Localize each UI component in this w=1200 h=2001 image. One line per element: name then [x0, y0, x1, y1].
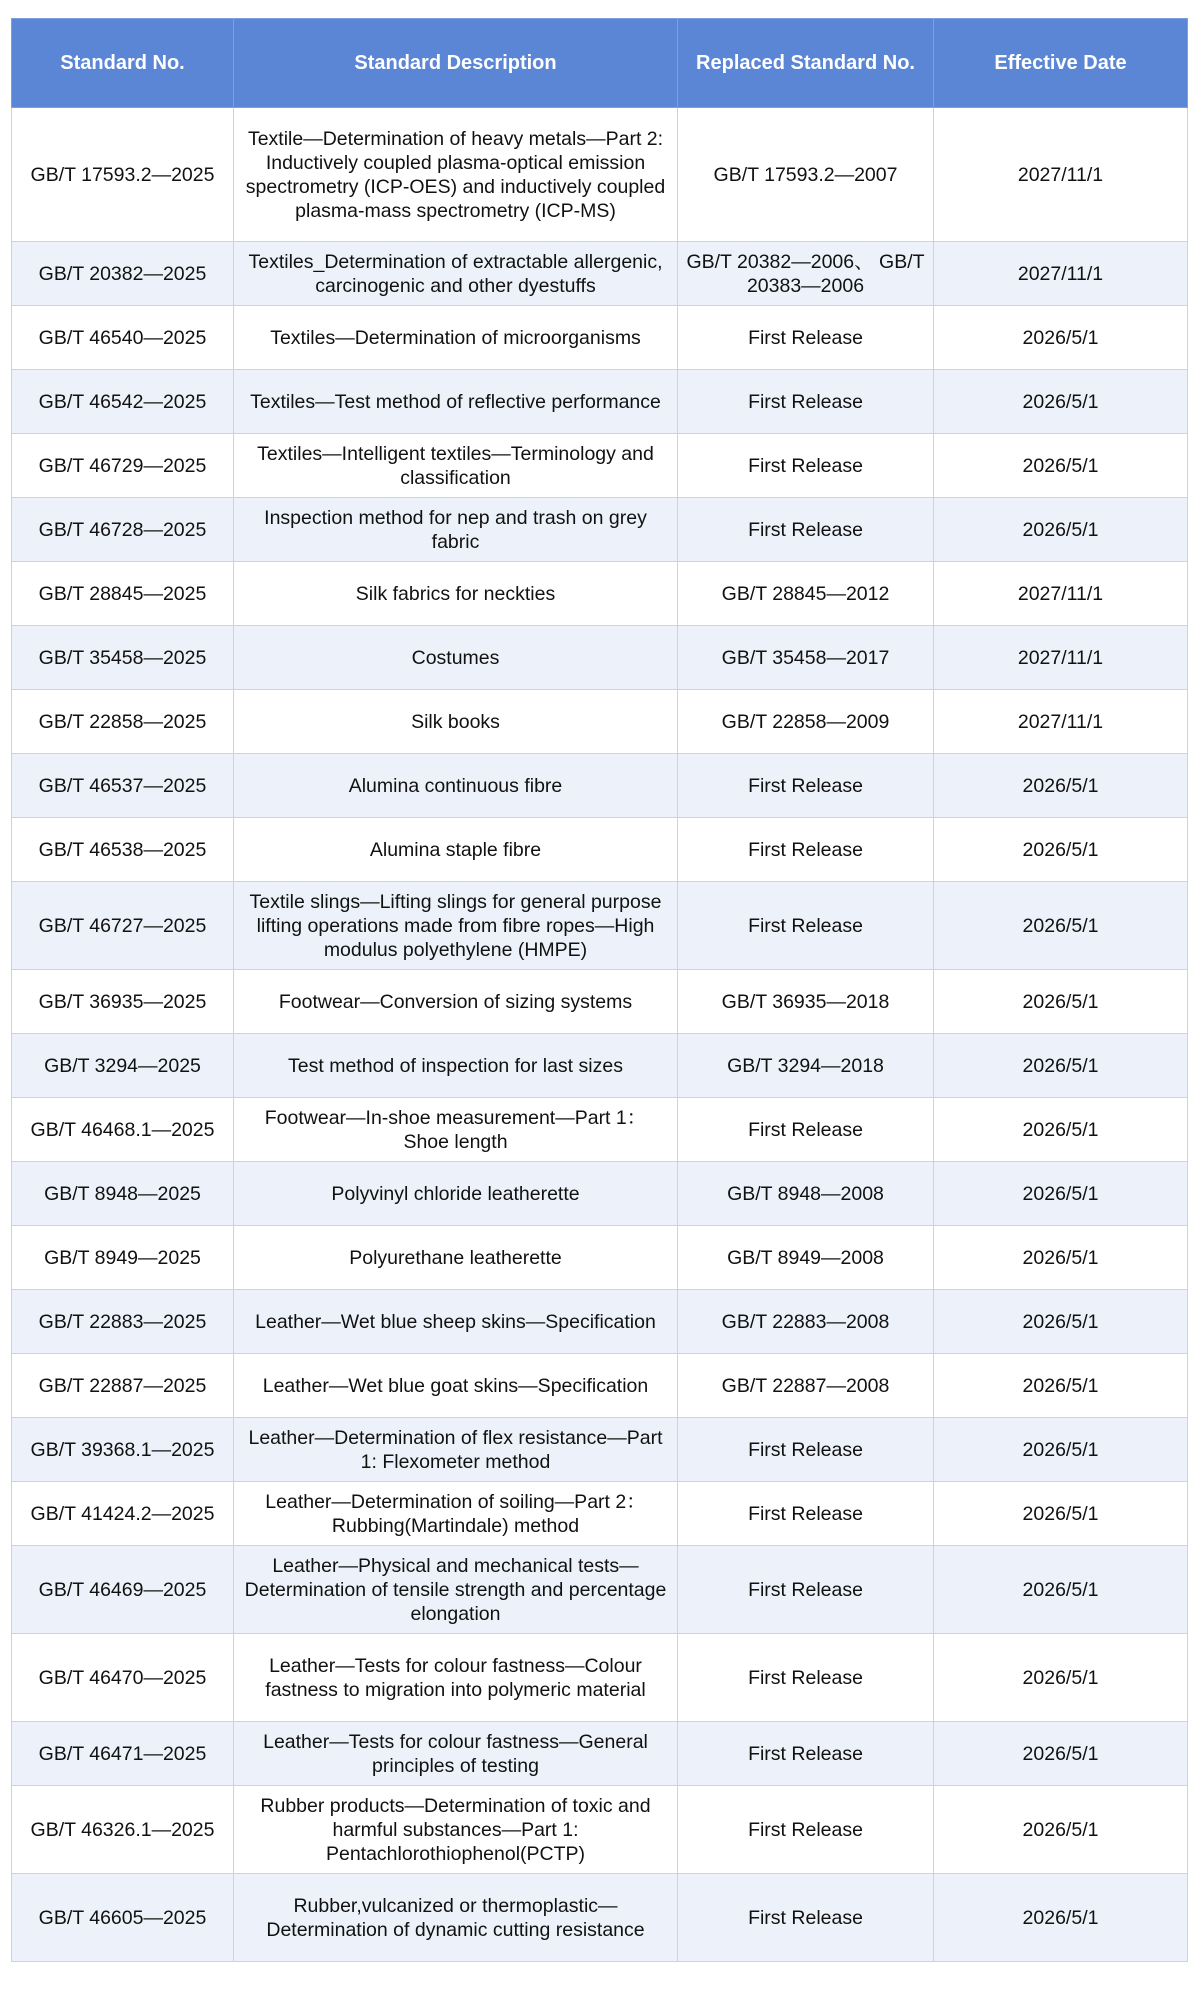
- cell-standard-no: GB/T 20382—2025: [12, 242, 234, 306]
- table-row: [12, 1290, 1188, 1354]
- header-replaced: Replaced Standard No.: [678, 19, 934, 108]
- cell-effective-date: 2026/5/1: [934, 306, 1188, 370]
- cell-effective-date: 2026/5/1: [934, 1482, 1188, 1546]
- table-row: [12, 306, 1188, 370]
- cell-standard-no: GB/T 46728—2025: [12, 498, 234, 562]
- cell-effective-date: 2026/5/1: [934, 1290, 1188, 1354]
- table-row: [12, 1722, 1188, 1786]
- cell-effective-date: 2026/5/1: [934, 1634, 1188, 1722]
- table-header: [12, 19, 1188, 108]
- header-row: [12, 19, 1188, 108]
- cell-replaced: GB/T 36935—2018: [678, 970, 934, 1034]
- cell-description: Leather—Tests for colour fastness—General principles of testing: [234, 1722, 678, 1786]
- header-effective-date: Effective Date: [934, 19, 1188, 108]
- table-row: [12, 434, 1188, 498]
- cell-standard-no: GB/T 46468.1—2025: [12, 1098, 234, 1162]
- cell-replaced: GB/T 22887—2008: [678, 1354, 934, 1418]
- cell-description: Leather—Determination of flex resistance—Part 1: Flexometer method: [234, 1418, 678, 1482]
- cell-effective-date: 2027/11/1: [934, 562, 1188, 626]
- standards-table: [11, 18, 1188, 1962]
- cell-replaced: First Release: [678, 1418, 934, 1482]
- cell-description: Test method of inspection for last sizes: [234, 1034, 678, 1098]
- cell-description: Textiles_Determination of extractable allergenic, carcinogenic and other dyestuffs: [234, 242, 678, 306]
- cell-effective-date: 2026/5/1: [934, 1034, 1188, 1098]
- table-body: [12, 108, 1188, 1962]
- cell-standard-no: GB/T 8948—2025: [12, 1162, 234, 1226]
- cell-standard-no: GB/T 35458—2025: [12, 626, 234, 690]
- cell-replaced: First Release: [678, 754, 934, 818]
- table-row: [12, 1482, 1188, 1546]
- cell-replaced: First Release: [678, 1482, 934, 1546]
- cell-description: Rubber,vulcanized or thermoplastic—Determination of dynamic cutting resistance: [234, 1874, 678, 1962]
- table-row: [12, 970, 1188, 1034]
- cell-effective-date: 2026/5/1: [934, 370, 1188, 434]
- cell-replaced: GB/T 22858—2009: [678, 690, 934, 754]
- cell-description: Leather—Physical and mechanical tests—Determination of tensile strength and percentage elongation: [234, 1546, 678, 1634]
- cell-standard-no: GB/T 46470—2025: [12, 1634, 234, 1722]
- cell-standard-no: GB/T 46326.1—2025: [12, 1786, 234, 1874]
- table-row: [12, 1098, 1188, 1162]
- cell-description: Footwear—Conversion of sizing systems: [234, 970, 678, 1034]
- table-row: [12, 1546, 1188, 1634]
- cell-effective-date: 2026/5/1: [934, 1418, 1188, 1482]
- cell-replaced: First Release: [678, 1634, 934, 1722]
- cell-description: Textiles—Determination of microorganisms: [234, 306, 678, 370]
- cell-effective-date: 2026/5/1: [934, 1226, 1188, 1290]
- cell-replaced: First Release: [678, 1722, 934, 1786]
- cell-standard-no: GB/T 22883—2025: [12, 1290, 234, 1354]
- header-description: Standard Description: [234, 19, 678, 108]
- cell-standard-no: GB/T 46538—2025: [12, 818, 234, 882]
- cell-standard-no: GB/T 46542—2025: [12, 370, 234, 434]
- cell-description: Textiles—Test method of reflective performance: [234, 370, 678, 434]
- cell-effective-date: 2026/5/1: [934, 1546, 1188, 1634]
- table-row: [12, 1034, 1188, 1098]
- table-row: [12, 562, 1188, 626]
- table-row: [12, 1418, 1188, 1482]
- cell-standard-no: GB/T 36935—2025: [12, 970, 234, 1034]
- table-row: [12, 1874, 1188, 1962]
- cell-description: Textile—Determination of heavy metals—Part 2: Inductively coupled plasma-optical emission spectrometry (ICP-OES) and inductively coupled plasma-mass spectrometry (ICP-MS): [234, 108, 678, 242]
- cell-standard-no: GB/T 46729—2025: [12, 434, 234, 498]
- table-row: [12, 370, 1188, 434]
- table-row: [12, 1162, 1188, 1226]
- cell-standard-no: GB/T 46537—2025: [12, 754, 234, 818]
- cell-effective-date: 2026/5/1: [934, 1722, 1188, 1786]
- cell-standard-no: GB/T 22887—2025: [12, 1354, 234, 1418]
- table-row: [12, 882, 1188, 970]
- cell-standard-no: GB/T 3294—2025: [12, 1034, 234, 1098]
- cell-description: Alumina continuous fibre: [234, 754, 678, 818]
- cell-replaced: First Release: [678, 1874, 934, 1962]
- cell-effective-date: 2026/5/1: [934, 882, 1188, 970]
- cell-replaced: First Release: [678, 1098, 934, 1162]
- cell-effective-date: 2026/5/1: [934, 818, 1188, 882]
- cell-effective-date: 2027/11/1: [934, 108, 1188, 242]
- cell-standard-no: GB/T 46471—2025: [12, 1722, 234, 1786]
- cell-description: Leather—Wet blue sheep skins—Specification: [234, 1290, 678, 1354]
- cell-description: Rubber products—Determination of toxic and harmful substances—Part 1: Pentachlorothiophenol(PCTP): [234, 1786, 678, 1874]
- table-row: [12, 690, 1188, 754]
- cell-description: Alumina staple fibre: [234, 818, 678, 882]
- cell-description: Footwear—In-shoe measurement—Part 1： Shoe length: [234, 1098, 678, 1162]
- cell-effective-date: 2026/5/1: [934, 1162, 1188, 1226]
- cell-replaced: First Release: [678, 306, 934, 370]
- cell-standard-no: GB/T 17593.2—2025: [12, 108, 234, 242]
- cell-effective-date: 2027/11/1: [934, 690, 1188, 754]
- cell-replaced: First Release: [678, 370, 934, 434]
- cell-description: Silk books: [234, 690, 678, 754]
- table-row: [12, 1226, 1188, 1290]
- cell-replaced: First Release: [678, 434, 934, 498]
- cell-replaced: First Release: [678, 1546, 934, 1634]
- standards-table-container: [11, 18, 1187, 1962]
- cell-standard-no: GB/T 28845—2025: [12, 562, 234, 626]
- cell-description: Silk fabrics for neckties: [234, 562, 678, 626]
- cell-replaced: GB/T 8949—2008: [678, 1226, 934, 1290]
- cell-description: Leather—Tests for colour fastness—Colour fastness to migration into polymeric material: [234, 1634, 678, 1722]
- cell-standard-no: GB/T 46469—2025: [12, 1546, 234, 1634]
- cell-effective-date: 2026/5/1: [934, 434, 1188, 498]
- cell-description: Textile slings—Lifting slings for general purpose lifting operations made from fibre ropes—High modulus polyethylene (HMPE): [234, 882, 678, 970]
- cell-effective-date: 2026/5/1: [934, 1098, 1188, 1162]
- cell-standard-no: GB/T 8949—2025: [12, 1226, 234, 1290]
- cell-standard-no: GB/T 46605—2025: [12, 1874, 234, 1962]
- cell-replaced: First Release: [678, 498, 934, 562]
- cell-replaced: First Release: [678, 1786, 934, 1874]
- cell-effective-date: 2026/5/1: [934, 970, 1188, 1034]
- table-row: [12, 498, 1188, 562]
- cell-description: Polyvinyl chloride leatherette: [234, 1162, 678, 1226]
- cell-standard-no: GB/T 39368.1—2025: [12, 1418, 234, 1482]
- cell-effective-date: 2027/11/1: [934, 626, 1188, 690]
- cell-replaced: GB/T 8948—2008: [678, 1162, 934, 1226]
- cell-replaced: GB/T 17593.2—2007: [678, 108, 934, 242]
- cell-effective-date: 2026/5/1: [934, 1786, 1188, 1874]
- cell-standard-no: GB/T 22858—2025: [12, 690, 234, 754]
- cell-replaced: GB/T 20382—2006、 GB/T 20383—2006: [678, 242, 934, 306]
- cell-effective-date: 2026/5/1: [934, 754, 1188, 818]
- cell-replaced: GB/T 22883—2008: [678, 1290, 934, 1354]
- cell-standard-no: GB/T 46727—2025: [12, 882, 234, 970]
- table-row: [12, 626, 1188, 690]
- cell-effective-date: 2026/5/1: [934, 1874, 1188, 1962]
- cell-description: Leather—Determination of soiling—Part 2： Rubbing(Martindale) method: [234, 1482, 678, 1546]
- cell-replaced: GB/T 28845—2012: [678, 562, 934, 626]
- cell-description: Textiles—Intelligent textiles—Terminology and classification: [234, 434, 678, 498]
- table-row: [12, 1354, 1188, 1418]
- cell-effective-date: 2026/5/1: [934, 498, 1188, 562]
- cell-replaced: GB/T 35458—2017: [678, 626, 934, 690]
- cell-description: Leather—Wet blue goat skins—Specification: [234, 1354, 678, 1418]
- cell-description: Costumes: [234, 626, 678, 690]
- cell-replaced: First Release: [678, 882, 934, 970]
- table-row: [12, 818, 1188, 882]
- cell-replaced: GB/T 3294—2018: [678, 1034, 934, 1098]
- cell-description: Polyurethane leatherette: [234, 1226, 678, 1290]
- cell-standard-no: GB/T 46540—2025: [12, 306, 234, 370]
- cell-description: Inspection method for nep and trash on grey fabric: [234, 498, 678, 562]
- table-row: [12, 108, 1188, 242]
- table-row: [12, 1786, 1188, 1874]
- cell-replaced: First Release: [678, 818, 934, 882]
- table-row: [12, 242, 1188, 306]
- cell-effective-date: 2027/11/1: [934, 242, 1188, 306]
- cell-standard-no: GB/T 41424.2—2025: [12, 1482, 234, 1546]
- table-row: [12, 754, 1188, 818]
- header-standard-no: Standard No.: [12, 19, 234, 108]
- table-row: [12, 1634, 1188, 1722]
- cell-effective-date: 2026/5/1: [934, 1354, 1188, 1418]
